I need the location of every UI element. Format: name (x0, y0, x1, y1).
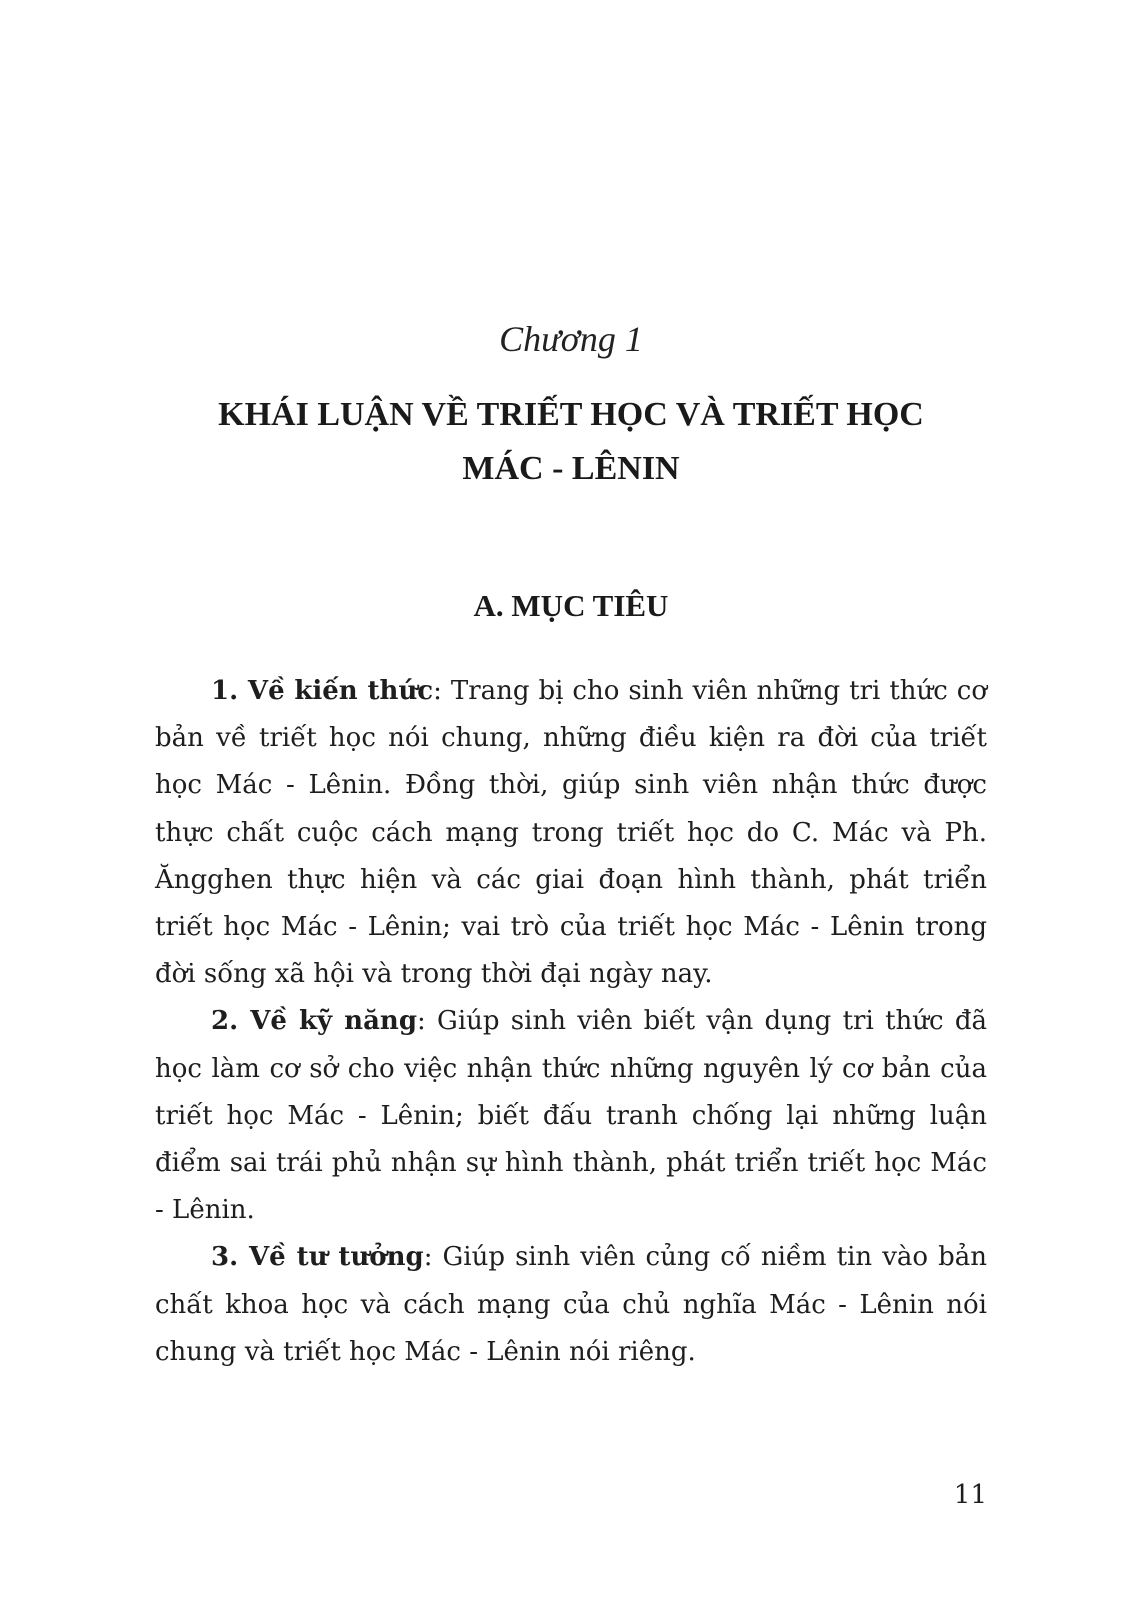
objective-label: 3. Về tư tưởng (211, 1242, 424, 1273)
objective-label: 1. Về kiến thức (211, 676, 434, 706)
chapter-label: Chương 1 (499, 319, 643, 359)
objectives-body (155, 668, 987, 1376)
objective-text: : Trang bị cho sinh viên những tri thức cơ bản về triết học nói chung, những điều kiện ra đời của triết học Mác - Lênin. Đồng thời, giúp sinh viên nhận thức được thực chất cuộc cách mạng trong triết học do C. Mác và Ph. Ăngghen thực hiện và các giai đoạn hình thành, phát triển triết học Mác - Lênin; vai trò của triết học Mác - Lênin trong đời sống xã hội và trong thời đại ngày nay. (155, 676, 988, 990)
objective-label: 2. Về kỹ năng (211, 1006, 418, 1037)
page-number: 11 (953, 1480, 987, 1510)
objective-skills (155, 998, 987, 1234)
objective-text: : Giúp sinh viên biết vận dụng tri thức đã học làm cơ sở cho việc nhận thức những nguyên lý cơ bản của triết học Mác - Lênin; biết đấu tranh chống lại những luận điểm sai trái phủ nhận sự hình thành, phát triển triết học Mác - Lênin. (155, 1006, 987, 1226)
objective-text: : Giúp sinh viên củng cố niềm tin vào bản chất khoa học và cách mạng của chủ nghĩa Mác - Lênin nói chung và triết học Mác - Lênin nói riêng. (155, 1242, 988, 1367)
objective-knowledge (155, 668, 987, 998)
chapter-title (150, 388, 992, 496)
section-heading: A. MỤC TIÊU (473, 588, 669, 623)
chapter-title-line-2: MÁC - LÊNIN (462, 450, 680, 487)
chapter-title-line-1: KHÁI LUẬN VỀ TRIẾT HỌC VÀ TRIẾT HỌC (218, 396, 924, 433)
objective-ideology (155, 1234, 987, 1376)
